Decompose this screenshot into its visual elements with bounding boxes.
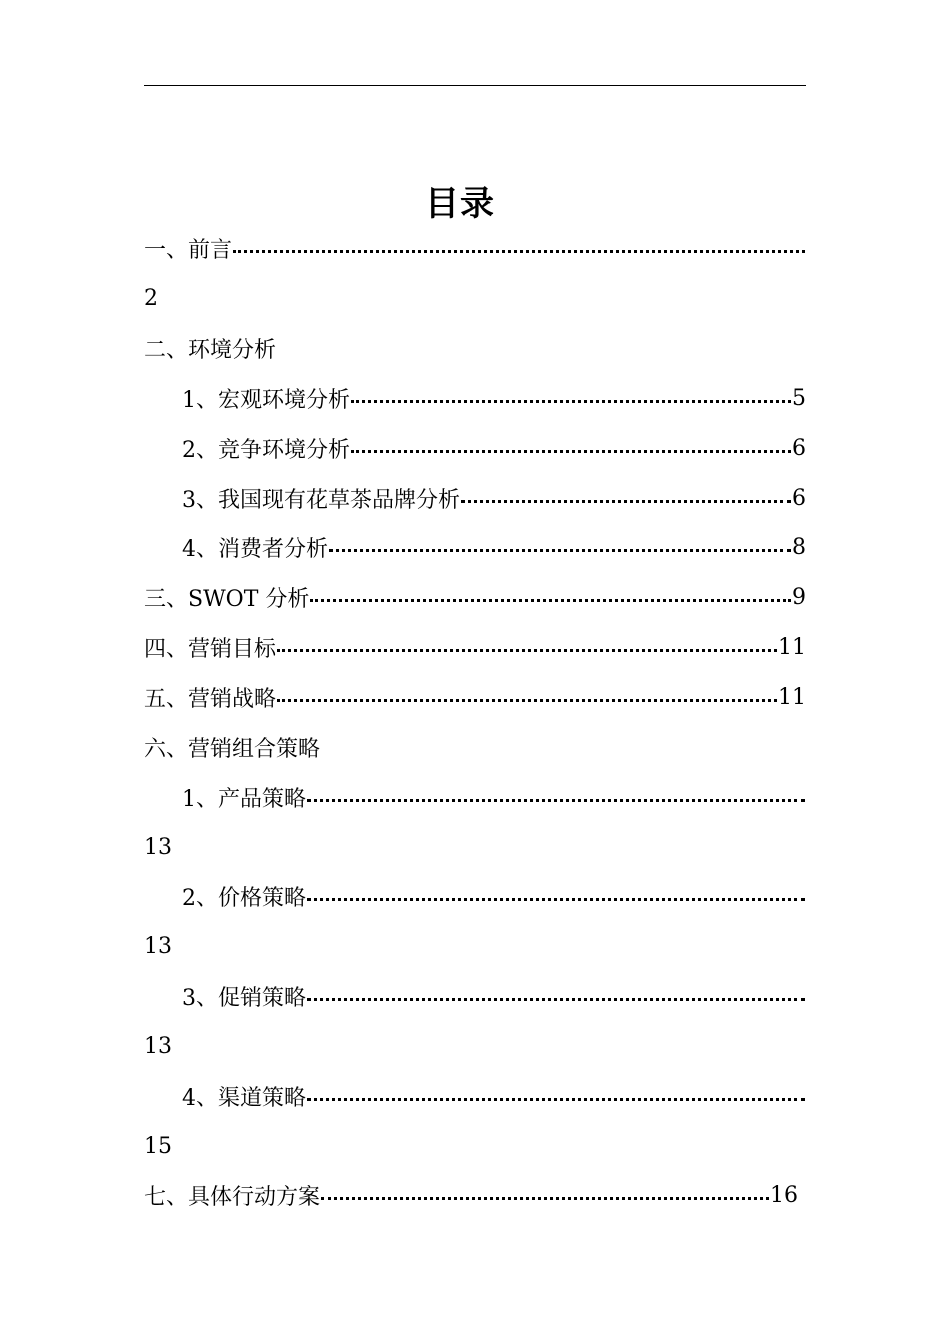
toc-entry-page-number: 8 [792, 535, 806, 561]
dot-leader [307, 998, 805, 1001]
toc-entry-label: 五、营销战略 [144, 687, 277, 713]
dot-leader [307, 898, 805, 901]
toc-entry-label: 1、产品策略 [182, 786, 306, 812]
toc-entry-page-number: 6 [792, 435, 806, 461]
toc-entry[interactable] [144, 972, 806, 1022]
toc-entry-label: 1、宏观环境分析 [182, 387, 350, 413]
toc-entry-label: 二、环境分析 [144, 338, 277, 364]
dot-leader [277, 699, 777, 702]
toc-entry[interactable] [144, 1022, 806, 1072]
dot-leader [351, 400, 791, 403]
toc-entry-label: 13 [144, 934, 172, 960]
toc-entry-page-number: 16 [770, 1183, 798, 1209]
toc-entry-label: 七、具体行动方案 [144, 1185, 321, 1211]
toc-entry[interactable] [144, 1121, 806, 1171]
toc-entry-label: 15 [144, 1133, 172, 1159]
toc-entry[interactable] [144, 224, 806, 274]
toc-entry[interactable] [144, 274, 806, 324]
dot-leader [233, 250, 805, 253]
toc-entry-page-number: 9 [792, 585, 806, 611]
toc-entry-page-number: 11 [778, 635, 806, 661]
toc-entry[interactable] [144, 523, 806, 573]
toc-entry[interactable] [144, 1071, 806, 1121]
toc-entry[interactable] [144, 822, 806, 872]
toc-entry[interactable] [144, 374, 806, 424]
dot-leader [310, 599, 791, 602]
toc-entry-label: 六、营销组合策略 [144, 736, 321, 762]
toc-entry-label: 13 [144, 1033, 172, 1059]
toc-entry-label: 3、我国现有花草茶品牌分析 [182, 487, 460, 513]
toc-entry-page-number: 5 [792, 385, 806, 411]
toc-entry[interactable] [144, 1171, 806, 1221]
dot-leader [277, 649, 777, 652]
dot-leader [307, 1098, 805, 1101]
toc-entry-label: 三、SWOT 分析 [144, 587, 310, 613]
toc-entry[interactable] [144, 772, 806, 822]
dot-leader [351, 450, 791, 453]
toc-entry-label: 四、营销目标 [144, 637, 277, 663]
dot-leader [461, 500, 791, 503]
toc-entry-label: 2 [144, 286, 158, 312]
dot-leader [329, 549, 791, 552]
dot-leader [321, 1197, 769, 1200]
header-rule [144, 85, 806, 86]
toc-entry-page-number: 11 [778, 685, 806, 711]
toc-entry[interactable] [144, 922, 806, 972]
toc-entry[interactable] [144, 872, 806, 922]
toc-entry-label: 2、竞争环境分析 [182, 437, 350, 463]
toc-entry-page-number: 6 [792, 485, 806, 511]
toc-entry-label: 4、渠道策略 [182, 1085, 306, 1111]
toc-entry[interactable] [144, 573, 806, 623]
toc-entry[interactable] [144, 324, 806, 374]
toc-entry-label: 3、促销策略 [182, 986, 306, 1012]
toc-entry[interactable] [144, 623, 806, 673]
toc-entry[interactable] [144, 473, 806, 523]
table-of-contents [144, 224, 806, 1221]
toc-entry-label: 13 [144, 834, 172, 860]
toc-entry[interactable] [144, 423, 806, 473]
dot-leader [307, 799, 805, 802]
toc-entry-label: 一、前言 [144, 238, 233, 264]
page-title: 目录 [425, 184, 495, 224]
toc-entry[interactable] [144, 673, 806, 723]
toc-entry-label: 2、价格策略 [182, 886, 306, 912]
toc-entry-label: 4、消费者分析 [182, 537, 328, 563]
toc-entry[interactable] [144, 722, 806, 772]
